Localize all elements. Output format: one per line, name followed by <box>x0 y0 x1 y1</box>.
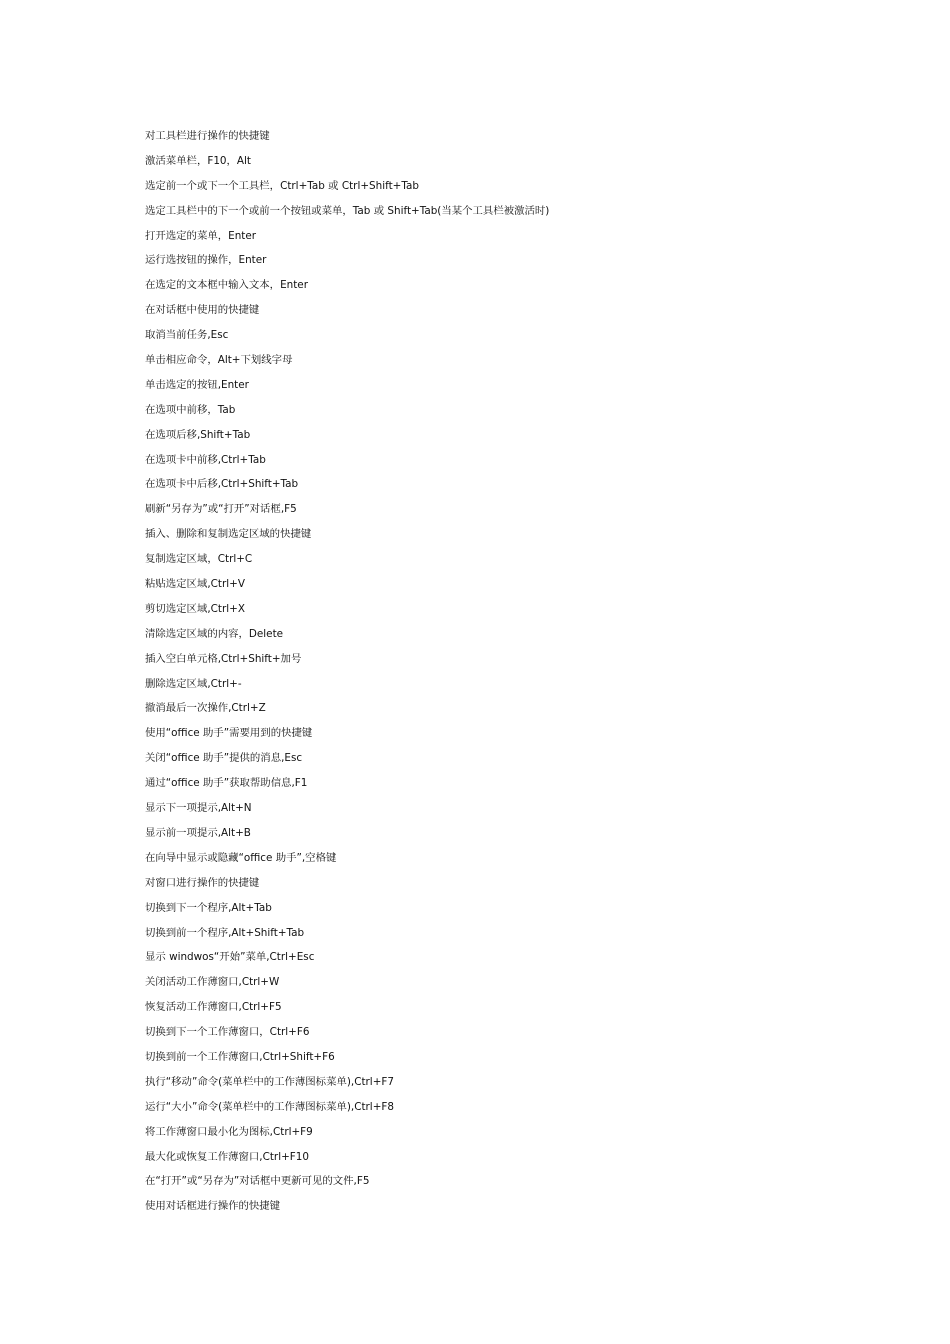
text-line: 显示 windwos“开始”菜单,Ctrl+Esc <box>145 951 315 964</box>
text-line: 在选项卡中后移,Ctrl+Shift+Tab <box>145 478 299 491</box>
text-line: 撤消最后一次操作,Ctrl+Z <box>145 702 266 715</box>
text-line: 执行“移动”命令(菜单栏中的工作薄图标菜单),Ctrl+F7 <box>145 1075 394 1088</box>
text-line: 选定工具栏中的下一个或前一个按钮或菜单，Tab 或 Shift+Tab(当某个工具栏被激活时) <box>145 204 550 217</box>
text-line: 关闭活动工作薄窗口,Ctrl+W <box>145 976 280 989</box>
text-line: 关闭“office 助手”提供的消息,Esc <box>145 752 303 765</box>
text-line: 复制选定区域，Ctrl+C <box>145 553 253 566</box>
text-line: 运行“大小”命令(菜单栏中的工作薄图标菜单),Ctrl+F8 <box>145 1100 394 1113</box>
text-line: 取消当前任务,Esc <box>145 329 229 342</box>
text-line: 在向导中显示或隐藏“office 助手”,空格键 <box>145 851 337 864</box>
text-line: 切换到下一个工作薄窗口，Ctrl+F6 <box>145 1026 310 1039</box>
text-line: 对窗口进行操作的快捷键 <box>145 876 260 889</box>
text-line: 插入空白单元格,Ctrl+Shift+加号 <box>145 652 302 665</box>
text-line: 显示下一项提示,Alt+N <box>145 802 252 815</box>
text-line: 激活菜单栏，F10，Alt <box>145 154 252 167</box>
text-line: 剪切选定区域,Ctrl+X <box>145 602 245 615</box>
text-line: 单击选定的按钮,Enter <box>145 378 249 391</box>
text-line: 最大化或恢复工作薄窗口,Ctrl+F10 <box>145 1150 309 1163</box>
text-line: 在“打开”或“另存为”对话框中更新可见的文件,F5 <box>145 1175 370 1188</box>
text-line: 显示前一项提示,Alt+B <box>145 826 251 839</box>
text-line: 单击相应命令，Alt+下划线字母 <box>145 354 293 367</box>
text-line: 清除选定区域的内容，Delete <box>145 627 284 640</box>
text-line: 在对话框中使用的快捷键 <box>145 304 260 317</box>
document-body <box>145 124 845 1219</box>
text-line: 插入、删除和复制选定区域的快捷键 <box>145 528 312 541</box>
text-line: 刷新“另存为”或“打开”对话框,F5 <box>145 503 297 516</box>
text-line: 在选项中前移，Tab <box>145 403 236 416</box>
text-line: 在选项后移,Shift+Tab <box>145 428 251 441</box>
text-line: 通过“office 助手”获取帮助信息,F1 <box>145 777 308 790</box>
text-line: 使用对话框进行操作的快捷键 <box>145 1200 281 1213</box>
text-line: 在选项卡中前移,Ctrl+Tab <box>145 453 266 466</box>
text-line: 使用“office 助手”需要用到的快捷键 <box>145 727 313 740</box>
text-line: 对工具栏进行操作的快捷键 <box>145 130 270 142</box>
text-line: 在选定的文本框中输入文本，Enter <box>145 279 308 292</box>
text-line: 将工作薄窗口最小化为图标,Ctrl+F9 <box>145 1125 313 1138</box>
text-line: 粘贴选定区域,Ctrl+V <box>145 578 245 591</box>
text-line: 切换到前一个工作薄窗口,Ctrl+Shift+F6 <box>145 1050 335 1063</box>
text-line: 运行选按钮的操作，Enter <box>145 254 267 267</box>
text-line: 选定前一个或下一个工具栏，Ctrl+Tab 或 Ctrl+Shift+Tab <box>145 179 419 192</box>
text-line: 恢复活动工作薄窗口,Ctrl+F5 <box>145 1001 282 1014</box>
text-line: 打开选定的菜单，Enter <box>145 229 257 242</box>
text-line: 删除选定区域,Ctrl+- <box>145 677 242 690</box>
text-line: 切换到下一个程序,Alt+Tab <box>145 901 272 914</box>
text-line: 切换到前一个程序,Alt+Shift+Tab <box>145 926 305 939</box>
